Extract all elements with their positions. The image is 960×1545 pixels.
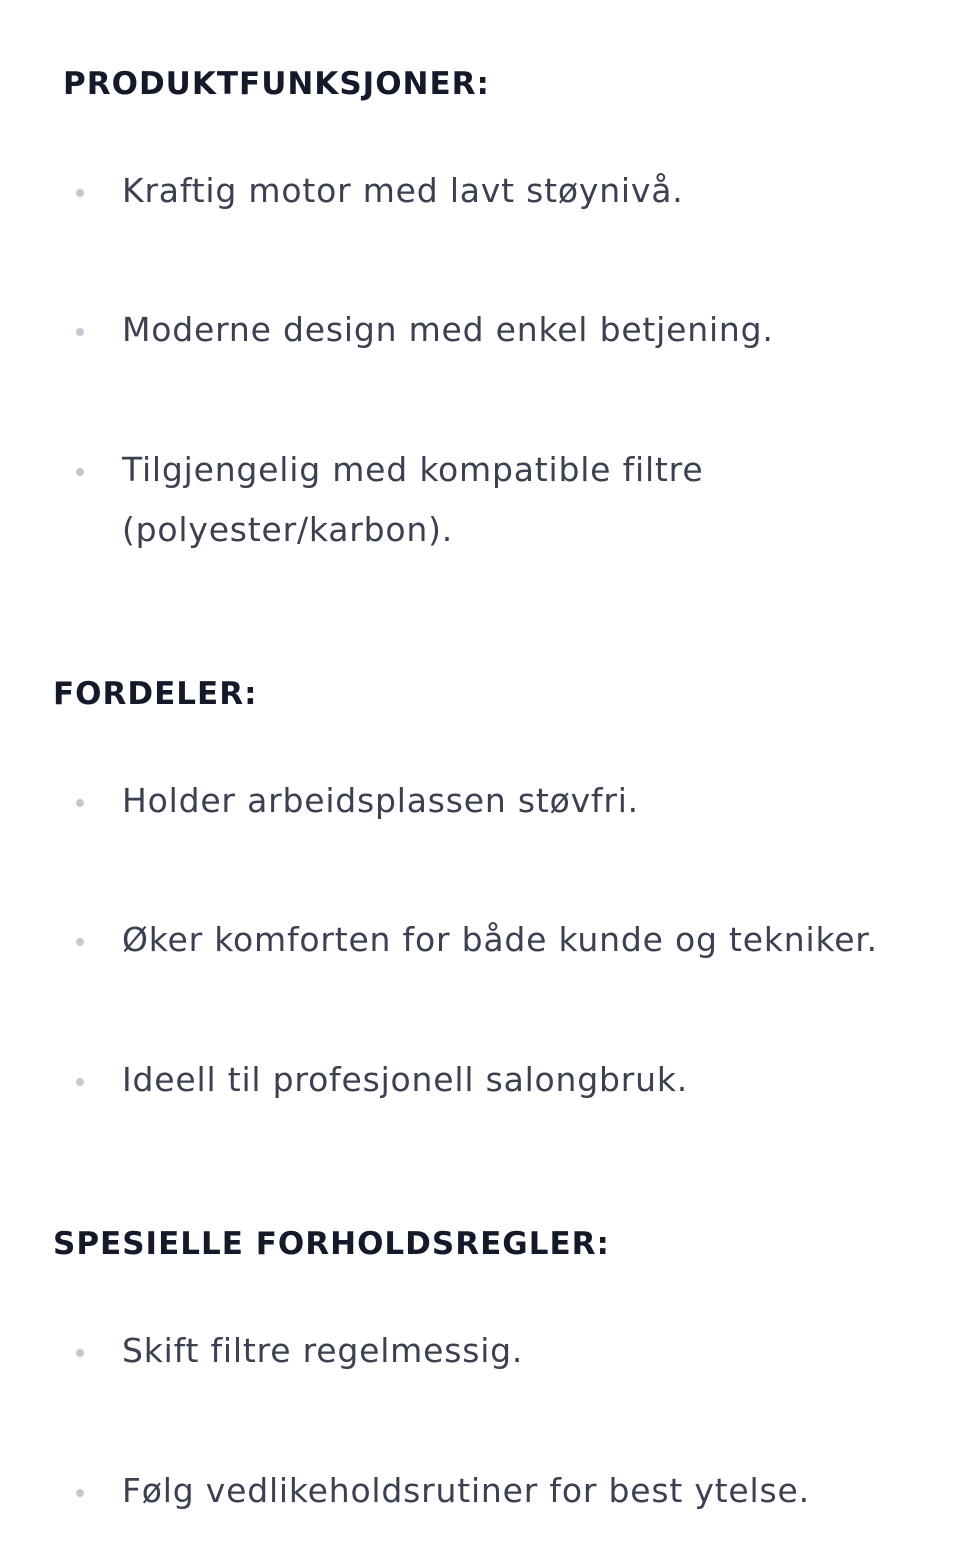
section-heading-fordeler: FORDELER: (53, 676, 258, 712)
bullet-icon (76, 328, 84, 336)
list-item-text: Følg vedlikeholdsrutiner for best ytelse. (122, 1471, 810, 1510)
bullet-icon (76, 799, 84, 807)
list-item-text: Skift filtre regelmessig. (122, 1331, 524, 1370)
section-heading-produktfunksjoner: PRODUKTFUNKSJONER: (63, 66, 490, 102)
list-item-text: Moderne design med enkel betjening. (122, 310, 774, 349)
bullet-icon (76, 1489, 84, 1497)
bullet-icon (76, 189, 84, 197)
bullet-icon (76, 1349, 84, 1357)
section-heading-spesielle-forholdsregler: SPESIELLE FORHOLDSREGLER: (53, 1226, 610, 1262)
bullet-icon (76, 468, 84, 476)
bullet-icon (76, 1078, 84, 1086)
list-item-text: Tilgjengelig med kompatible filtre (polyester/karbon). (122, 450, 704, 549)
list-item-text: Holder arbeidsplassen støvfri. (122, 781, 639, 820)
list-item-text: Ideell til profesjonell salongbruk. (122, 1060, 689, 1099)
list-item-text: Øker komforten for både kunde og tekniker. (122, 920, 878, 959)
bullet-icon (76, 938, 84, 946)
list-item-text: Kraftig motor med lavt støynivå. (122, 171, 684, 210)
